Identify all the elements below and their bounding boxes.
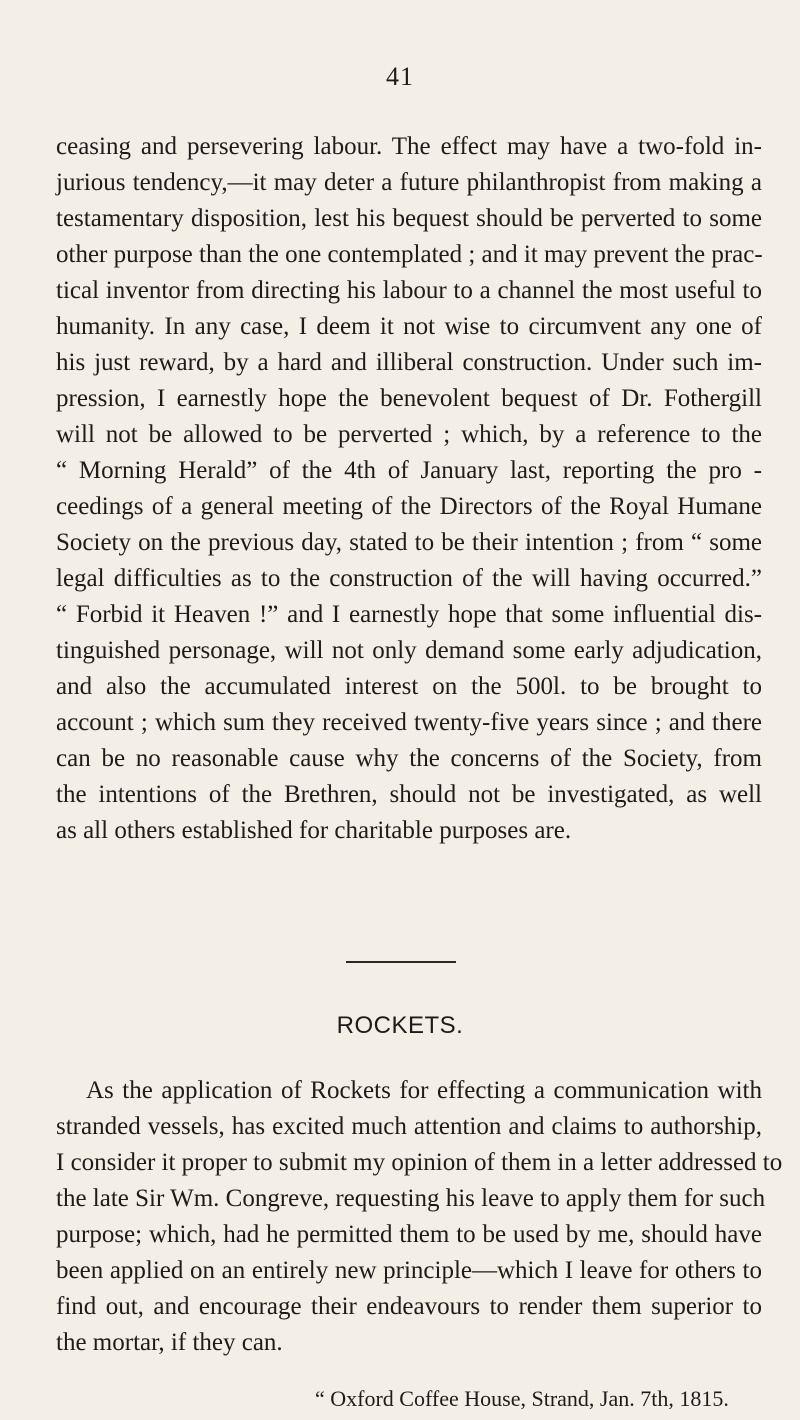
page-number: 41: [386, 62, 414, 91]
text-line: As the application of Rockets for effecting a communication with: [86, 1077, 762, 1104]
letter-dateline: “ Oxford Coffee House, Strand, Jan. 7th, 1815.: [315, 1386, 729, 1411]
text-line: as all others established for charitable purposes are.: [56, 817, 572, 844]
text-line: ceedings of a general meeting of the Directors of the Royal Humane: [56, 493, 762, 520]
text-line: pression, I earnestly hope the benevolent bequest of Dr. Fothergill: [56, 385, 762, 412]
text-line: testamentary disposition, lest his bequest should be perverted to some: [56, 205, 762, 232]
text-line: and also the accumulated interest on the 500l. to be brought to: [56, 673, 762, 700]
text-line: “ Forbid it Heaven !” and I earnestly hope that some influential dis-: [56, 601, 762, 628]
text-line: “ Morning Herald” of the 4th of January last, reporting the pro -: [56, 457, 762, 484]
section-heading: ROCKETS.: [336, 1012, 464, 1039]
text-line: purpose; which, had he permitted them to be used by me, should have: [56, 1221, 762, 1248]
text-line: his just reward, by a hard and illiberal construction. Under such im-: [56, 349, 762, 376]
text-line: stranded vessels, has excited much attention and claims to authorship,: [56, 1113, 762, 1140]
text-line: Society on the previous day, stated to be their intention ; from “ some: [56, 529, 762, 556]
text-line: the late Sir Wm. Congreve, requesting his leave to apply them for such: [56, 1185, 766, 1212]
text-line: other purpose than the one contemplated ; and it may prevent the prac-: [56, 241, 763, 268]
text-line: tinguished personage, will not only demand some early adjudication,: [56, 637, 762, 664]
text-line: I consider it proper to submit my opinion of them in a letter addressed to: [56, 1149, 783, 1176]
text-line: legal difficulties as to the construction of the will having occurred.”: [56, 565, 762, 592]
text-line: ceasing and persevering labour. The effect may have a two-fold in-: [56, 133, 762, 160]
text-line: can be no reasonable cause why the concerns of the Society, from: [56, 745, 762, 772]
section-divider: [346, 961, 456, 963]
text-line: the intentions of the Brethren, should not be investigated, as well: [56, 781, 762, 808]
text-line: humanity. In any case, I deem it not wise to circumvent any one of: [56, 313, 762, 340]
text-line: account ; which sum they received twenty-five years since ; and there: [56, 709, 762, 736]
text-line: find out, and encourage their endeavours to render them superior to: [56, 1293, 762, 1320]
text-line: been applied on an entirely new principle—which I leave for others to: [56, 1257, 762, 1284]
text-line: tical inventor from directing his labour to a channel the most useful to: [56, 277, 762, 304]
text-line: the mortar, if they can.: [56, 1329, 283, 1356]
text-line: jurious tendency,—it may deter a future philanthropist from making a: [56, 169, 762, 196]
text-line: will not be allowed to be perverted ; which, by a reference to the: [56, 421, 762, 448]
